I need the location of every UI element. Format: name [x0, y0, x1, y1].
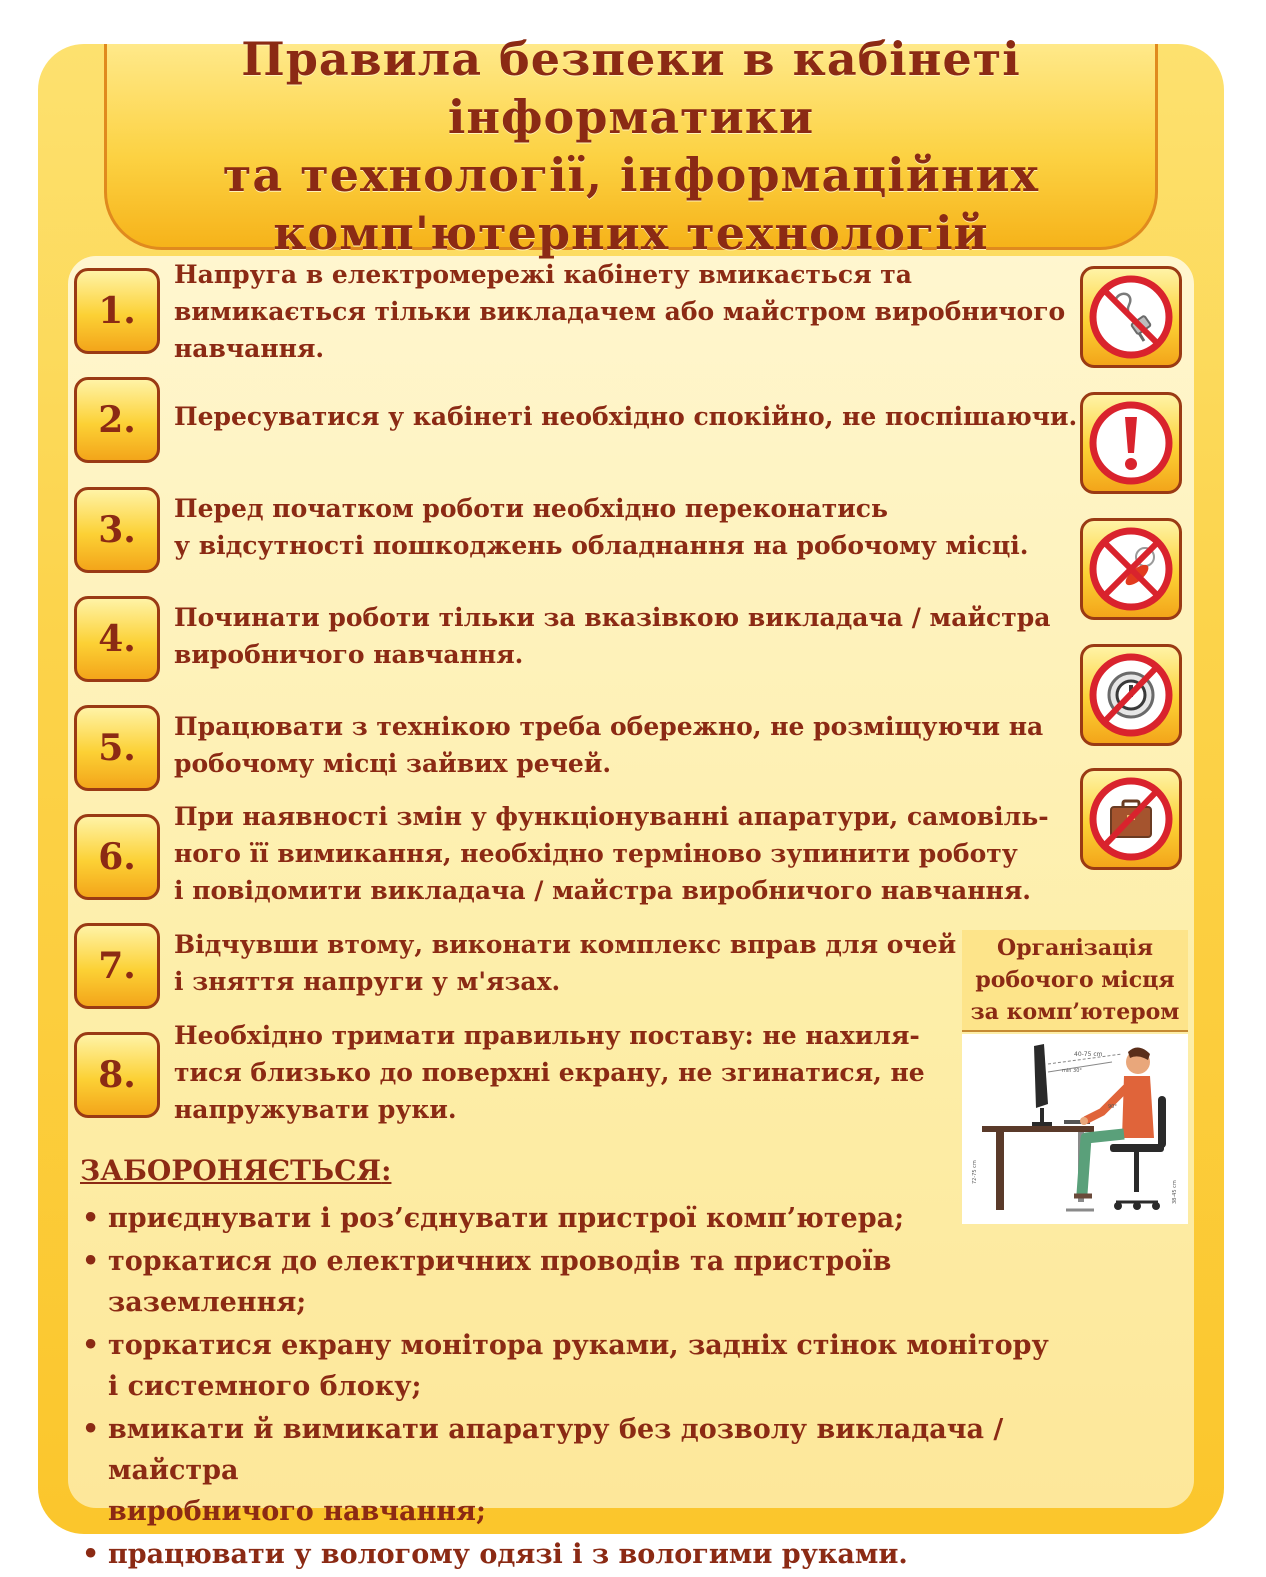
rule-line: При наявності змін у функціонуванні апаратури, самовіль-: [174, 802, 1049, 831]
rule-number-badge: 8.: [74, 1032, 160, 1118]
rule-line: виробничого навчання.: [174, 640, 524, 669]
no-briefcase-sign: [1080, 768, 1182, 870]
distance-label: 40-75 cm: [1074, 1051, 1103, 1058]
rule-number-badge: 4.: [74, 596, 160, 682]
rule-line: Перед початком роботи необхідно переконатись: [174, 494, 888, 523]
rule-number-badge: 5.: [74, 705, 160, 791]
workplace-posture-illustration: [962, 1034, 1188, 1224]
rule-line: і зняття напруги у м'язах.: [174, 967, 561, 996]
forbidden-line: вмикати й вимикати апаратуру без дозволу викладача / майстра: [108, 1414, 1004, 1486]
rule-line: Пересуватися у кабінеті необхідно спокійно, не поспішаючи.: [174, 402, 1078, 431]
forbidden-item: [80, 1409, 1080, 1532]
caption-line: робочого місця: [975, 967, 1175, 993]
rule-number-badge: 2.: [74, 377, 160, 463]
workplace-illustration: [962, 1034, 1188, 1224]
forbidden-line: торкатися до електричних проводів та пристроїв заземлення;: [108, 1246, 892, 1318]
rule-line: робочому місці зайвих речей.: [174, 749, 612, 778]
title-line: комп'ютерних технологій: [273, 205, 989, 260]
rule-text: [174, 798, 1049, 909]
rule-text: [174, 708, 1043, 782]
rule-line: Необхідно тримати правильну поставу: не нахиля-: [174, 1021, 920, 1050]
rule-line: вимикається тільки викладачем або майстром виробничого: [174, 297, 1066, 326]
forbidden-line: виробничого навчання;: [108, 1496, 486, 1527]
angle-label: min 30°: [1062, 1068, 1082, 1074]
forbidden-heading: [80, 1154, 391, 1187]
forbidden-title: ЗАБОРОНЯЄТЬСЯ: [80, 1154, 382, 1187]
forbidden-line: і системного блоку;: [108, 1371, 422, 1402]
rule-number-badge: 6.: [74, 814, 160, 900]
forbidden-item: [80, 1325, 1080, 1407]
workplace-caption: [962, 930, 1188, 1032]
rule-text: [174, 490, 1029, 564]
rule-line: напружувати руки.: [174, 1095, 457, 1124]
desk-height-label: 72-75 cm: [972, 1160, 978, 1184]
forbidden-line: приєднувати і роз’єднувати пристрої комп’ютера;: [108, 1203, 905, 1234]
rule-text: [174, 398, 1077, 435]
rule-text: [174, 926, 956, 1000]
no-plug-sign: [1080, 266, 1182, 368]
caption-line: за комп’ютером: [970, 999, 1180, 1025]
exclamation-warning-icon: [1089, 401, 1173, 485]
no-power-button-icon: [1089, 653, 1173, 737]
rule-line: Працювати з технікою треба обережно, не розміщуючи на: [174, 712, 1044, 741]
rule-text: [174, 256, 1065, 367]
forbidden-item: [80, 1241, 1080, 1323]
forbidden-item: [80, 1198, 1080, 1239]
rule-line: навчання.: [174, 334, 325, 363]
elbow-angle-label: 90°: [1108, 1104, 1117, 1110]
rule-line: і повідомити викладача / майстра виробничого навчання.: [174, 876, 1032, 905]
title-line: Правила безпеки в кабінеті інформатики: [241, 31, 1021, 144]
no-tools-icon: [1089, 527, 1173, 611]
no-plug-icon: [1089, 275, 1173, 359]
forbidden-list: [80, 1198, 1080, 1577]
forbidden-line: працювати у вологому одязі і з вологими руками.: [108, 1539, 908, 1570]
rule-line: тися близько до поверхні екрану, не згинатися, не: [174, 1058, 925, 1087]
rule-number-badge: 7.: [74, 923, 160, 1009]
no-briefcase-icon: [1089, 777, 1173, 861]
title-line: та технології, інформаційних: [222, 147, 1040, 202]
rule-text: [174, 1017, 925, 1128]
no-power-sign: [1080, 644, 1182, 746]
caption-line: Організація: [997, 935, 1153, 961]
forbidden-line: торкатися екрану монітора руками, задніх стінок монітору: [108, 1330, 1049, 1361]
rule-text: [174, 599, 1050, 673]
forbidden-colon: :: [381, 1154, 392, 1187]
no-tools-sign: [1080, 518, 1182, 620]
rule-line: Відчувши втому, виконати комплекс вправ для очей: [174, 930, 957, 959]
warning-sign: [1080, 392, 1182, 494]
rule-line: Починати роботи тільки за вказівкою викладача / майстра: [174, 603, 1051, 632]
title-banner: [104, 31, 1158, 260]
forbidden-item: [80, 1534, 1080, 1575]
seat-height-label: 38-45 cm: [1172, 1180, 1178, 1204]
rule-number-badge: 1.: [74, 268, 160, 354]
rule-line: ного її вимикання, необхідно терміново зупинити роботу: [174, 839, 1018, 868]
rule-line: у відсутності пошкоджень обладнання на робочому місці.: [174, 531, 1029, 560]
rule-number-badge: 3.: [74, 487, 160, 573]
rule-line: Напруга в електромережі кабінету вмикається та: [174, 260, 912, 289]
